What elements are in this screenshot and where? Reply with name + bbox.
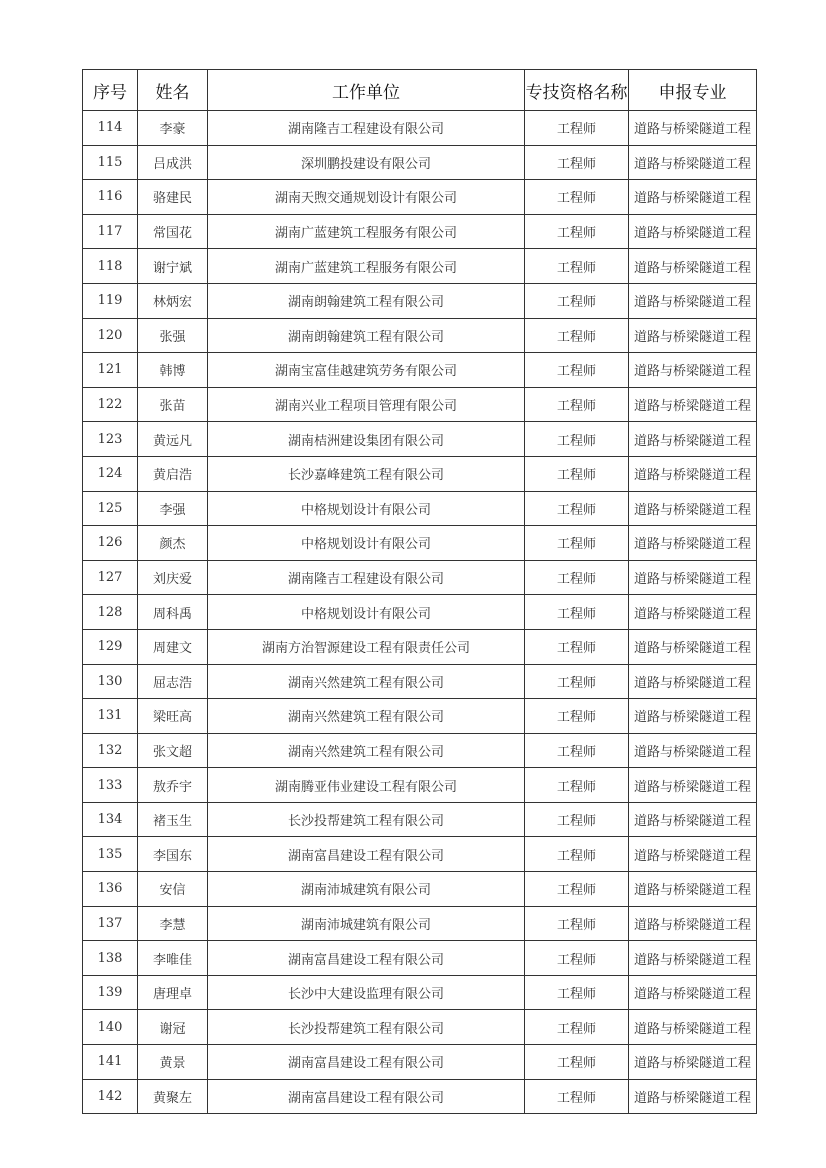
cell-name: 黄聚左 [138,1079,208,1114]
cell-employer: 深圳鹏投建设有限公司 [208,145,525,180]
cell-serial: 126 [83,526,138,561]
cell-name: 张苗 [138,387,208,422]
cell-serial: 117 [83,214,138,249]
table-row [83,318,757,353]
cell-qualification: 工程师 [525,560,629,595]
cell-major: 道路与桥梁隧道工程 [629,699,757,734]
cell-name: 唐理卓 [138,975,208,1010]
cell-major: 道路与桥梁隧道工程 [629,629,757,664]
cell-qualification: 工程师 [525,422,629,457]
header-major: 申报专业 [629,70,757,111]
cell-qualification: 工程师 [525,664,629,699]
cell-name: 李唯佳 [138,941,208,976]
cell-serial: 140 [83,1010,138,1045]
table-row [83,422,757,457]
table-row [83,283,757,318]
cell-major: 道路与桥梁隧道工程 [629,941,757,976]
cell-serial: 130 [83,664,138,699]
cell-qualification: 工程师 [525,214,629,249]
cell-name: 林炳宏 [138,283,208,318]
cell-qualification: 工程师 [525,1010,629,1045]
cell-employer: 中格规划设计有限公司 [208,526,525,561]
header-qualification: 专技资格名称 [525,70,629,111]
cell-major: 道路与桥梁隧道工程 [629,872,757,907]
cell-major: 道路与桥梁隧道工程 [629,422,757,457]
table-row [83,111,757,146]
cell-major: 道路与桥梁隧道工程 [629,145,757,180]
cell-serial: 138 [83,941,138,976]
cell-name: 屈志浩 [138,664,208,699]
cell-serial: 116 [83,180,138,215]
table-row [83,180,757,215]
cell-name: 敖乔宇 [138,768,208,803]
cell-employer: 湖南腾亚伟业建设工程有限公司 [208,768,525,803]
cell-name: 谢宁斌 [138,249,208,284]
cell-employer: 长沙投帮建筑工程有限公司 [208,1010,525,1045]
table-row [83,629,757,664]
cell-qualification: 工程师 [525,353,629,388]
cell-employer: 湖南天煦交通规划设计有限公司 [208,180,525,215]
cell-employer: 湖南朗翰建筑工程有限公司 [208,283,525,318]
cell-qualification: 工程师 [525,180,629,215]
cell-name: 张文超 [138,733,208,768]
cell-major: 道路与桥梁隧道工程 [629,1010,757,1045]
header-employer: 工作单位 [208,70,525,111]
cell-major: 道路与桥梁隧道工程 [629,526,757,561]
cell-employer: 湖南富昌建设工程有限公司 [208,1045,525,1080]
cell-serial: 118 [83,249,138,284]
cell-serial: 128 [83,595,138,630]
cell-major: 道路与桥梁隧道工程 [629,733,757,768]
cell-name: 韩博 [138,353,208,388]
table-row [83,1079,757,1114]
cell-major: 道路与桥梁隧道工程 [629,111,757,146]
table-row [83,837,757,872]
table-row [83,941,757,976]
cell-employer: 湖南隆吉工程建设有限公司 [208,111,525,146]
cell-qualification: 工程师 [525,595,629,630]
cell-name: 梁旺高 [138,699,208,734]
cell-name: 刘庆爱 [138,560,208,595]
cell-employer: 湖南富昌建设工程有限公司 [208,1079,525,1114]
cell-name: 谢冠 [138,1010,208,1045]
cell-major: 道路与桥梁隧道工程 [629,283,757,318]
cell-employer: 湖南兴然建筑工程有限公司 [208,733,525,768]
table-row [83,560,757,595]
table-row [83,491,757,526]
cell-serial: 131 [83,699,138,734]
cell-major: 道路与桥梁隧道工程 [629,975,757,1010]
cell-serial: 133 [83,768,138,803]
table-row [83,526,757,561]
cell-qualification: 工程师 [525,145,629,180]
cell-qualification: 工程师 [525,318,629,353]
cell-qualification: 工程师 [525,629,629,664]
cell-employer: 中格规划设计有限公司 [208,491,525,526]
cell-name: 李国东 [138,837,208,872]
table-row [83,699,757,734]
table-row [83,906,757,941]
cell-serial: 134 [83,802,138,837]
cell-name: 褚玉生 [138,802,208,837]
cell-qualification: 工程师 [525,1045,629,1080]
cell-qualification: 工程师 [525,733,629,768]
cell-employer: 长沙投帮建筑工程有限公司 [208,802,525,837]
cell-major: 道路与桥梁隧道工程 [629,1079,757,1114]
cell-name: 李豪 [138,111,208,146]
cell-major: 道路与桥梁隧道工程 [629,491,757,526]
cell-employer: 长沙嘉峰建筑工程有限公司 [208,456,525,491]
cell-serial: 142 [83,1079,138,1114]
cell-name: 骆建民 [138,180,208,215]
header-serial: 序号 [83,70,138,111]
cell-qualification: 工程师 [525,283,629,318]
cell-major: 道路与桥梁隧道工程 [629,595,757,630]
cell-major: 道路与桥梁隧道工程 [629,664,757,699]
cell-employer: 湖南兴然建筑工程有限公司 [208,664,525,699]
cell-qualification: 工程师 [525,491,629,526]
cell-employer: 湖南沛城建筑有限公司 [208,906,525,941]
cell-employer: 湖南沛城建筑有限公司 [208,872,525,907]
cell-serial: 136 [83,872,138,907]
cell-qualification: 工程师 [525,802,629,837]
cell-employer: 湖南朗翰建筑工程有限公司 [208,318,525,353]
cell-serial: 124 [83,456,138,491]
table-row [83,214,757,249]
cell-major: 道路与桥梁隧道工程 [629,214,757,249]
cell-qualification: 工程师 [525,975,629,1010]
cell-qualification: 工程师 [525,872,629,907]
cell-name: 黄远凡 [138,422,208,457]
cell-serial: 125 [83,491,138,526]
cell-serial: 123 [83,422,138,457]
table-row [83,145,757,180]
cell-employer: 湖南兴然建筑工程有限公司 [208,699,525,734]
cell-serial: 127 [83,560,138,595]
cell-qualification: 工程师 [525,249,629,284]
cell-serial: 122 [83,387,138,422]
table-row [83,733,757,768]
cell-employer: 长沙中大建设监理有限公司 [208,975,525,1010]
table-row [83,353,757,388]
table-row [83,664,757,699]
cell-major: 道路与桥梁隧道工程 [629,353,757,388]
cell-major: 道路与桥梁隧道工程 [629,387,757,422]
cell-major: 道路与桥梁隧道工程 [629,768,757,803]
cell-name: 颜杰 [138,526,208,561]
cell-serial: 121 [83,353,138,388]
table-row [83,975,757,1010]
cell-qualification: 工程师 [525,456,629,491]
cell-qualification: 工程师 [525,1079,629,1114]
cell-serial: 119 [83,283,138,318]
cell-qualification: 工程师 [525,837,629,872]
table-row [83,1045,757,1080]
cell-name: 常国花 [138,214,208,249]
cell-employer: 湖南桔洲建设集团有限公司 [208,422,525,457]
cell-employer: 湖南富昌建设工程有限公司 [208,837,525,872]
table-row [83,387,757,422]
cell-employer: 湖南广蓝建筑工程服务有限公司 [208,249,525,284]
cell-serial: 115 [83,145,138,180]
cell-qualification: 工程师 [525,699,629,734]
cell-name: 安信 [138,872,208,907]
cell-serial: 132 [83,733,138,768]
cell-name: 周科禹 [138,595,208,630]
cell-major: 道路与桥梁隧道工程 [629,560,757,595]
cell-serial: 135 [83,837,138,872]
cell-employer: 湖南宝富佳越建筑劳务有限公司 [208,353,525,388]
cell-name: 李强 [138,491,208,526]
table-row [83,802,757,837]
table-body [83,111,757,1114]
table-row [83,1010,757,1045]
cell-serial: 139 [83,975,138,1010]
cell-qualification: 工程师 [525,526,629,561]
cell-name: 李慧 [138,906,208,941]
cell-major: 道路与桥梁隧道工程 [629,318,757,353]
cell-name: 张强 [138,318,208,353]
cell-name: 黄启浩 [138,456,208,491]
cell-major: 道路与桥梁隧道工程 [629,1045,757,1080]
cell-serial: 120 [83,318,138,353]
table-row [83,249,757,284]
cell-serial: 137 [83,906,138,941]
cell-qualification: 工程师 [525,906,629,941]
qualification-table [82,69,757,1114]
cell-employer: 湖南富昌建设工程有限公司 [208,941,525,976]
cell-major: 道路与桥梁隧道工程 [629,249,757,284]
cell-employer: 湖南兴业工程项目管理有限公司 [208,387,525,422]
cell-qualification: 工程师 [525,387,629,422]
cell-serial: 114 [83,111,138,146]
cell-qualification: 工程师 [525,941,629,976]
cell-serial: 141 [83,1045,138,1080]
cell-qualification: 工程师 [525,768,629,803]
cell-major: 道路与桥梁隧道工程 [629,906,757,941]
table-row [83,456,757,491]
table-row [83,768,757,803]
table-header-row [83,70,757,111]
cell-major: 道路与桥梁隧道工程 [629,837,757,872]
cell-major: 道路与桥梁隧道工程 [629,802,757,837]
cell-name: 黄景 [138,1045,208,1080]
cell-employer: 中格规划设计有限公司 [208,595,525,630]
cell-name: 周建文 [138,629,208,664]
cell-major: 道路与桥梁隧道工程 [629,456,757,491]
cell-employer: 湖南广蓝建筑工程服务有限公司 [208,214,525,249]
cell-employer: 湖南方治智源建设工程有限责任公司 [208,629,525,664]
cell-serial: 129 [83,629,138,664]
cell-qualification: 工程师 [525,111,629,146]
cell-major: 道路与桥梁隧道工程 [629,180,757,215]
table-row [83,595,757,630]
cell-name: 吕成洪 [138,145,208,180]
table-row [83,872,757,907]
header-name: 姓名 [138,70,208,111]
cell-employer: 湖南隆吉工程建设有限公司 [208,560,525,595]
